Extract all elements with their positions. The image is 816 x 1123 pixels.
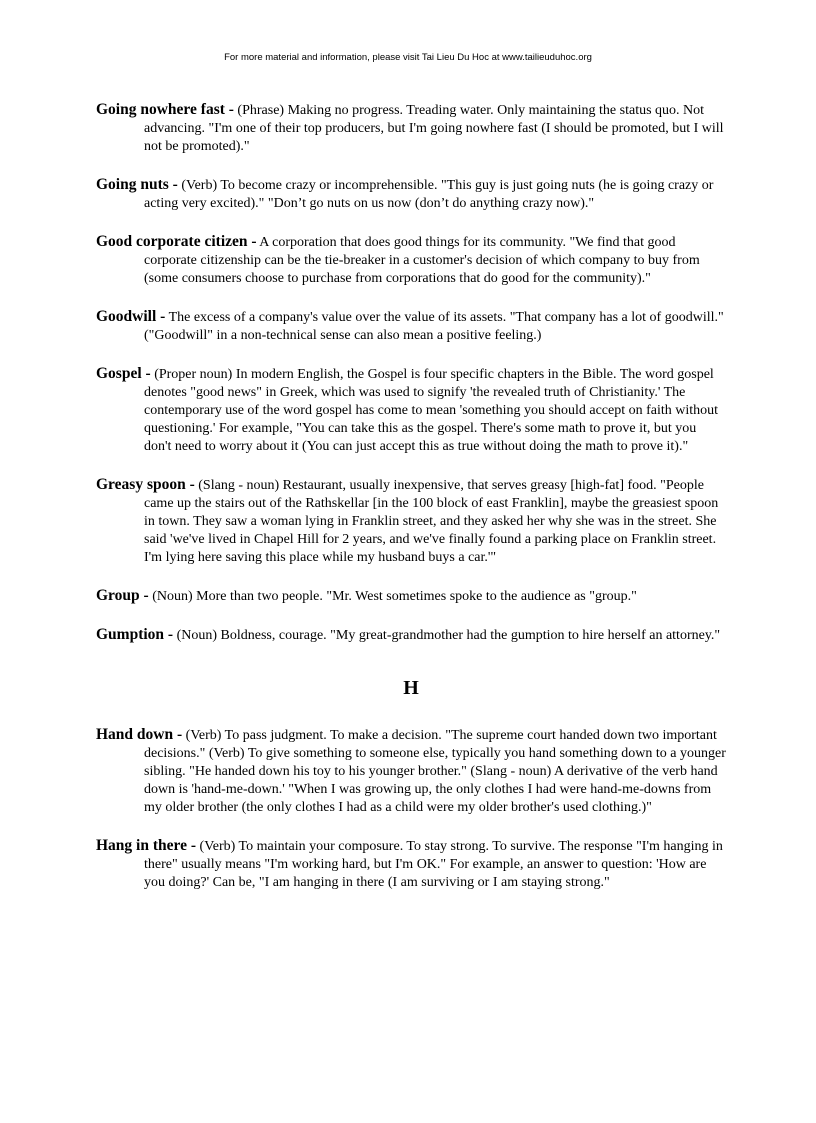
section-letter-heading: H — [403, 677, 419, 699]
glossary-entry — [96, 587, 726, 606]
entry-definition: The excess of a company's value over the value of its assets. "That company has a lot of goodwill." ("Goodwill" in a non-technical sense can also mean a positive feeling.) — [144, 310, 724, 343]
glossary-content — [96, 101, 726, 912]
entry-definition: (Noun) Boldness, courage. "My great-grandmother had the gumption to hire herself an attorney." — [173, 628, 721, 643]
entry-term: Goodwill - — [96, 308, 166, 325]
glossary-entry — [96, 837, 726, 892]
entry-term: Hang in there - — [96, 837, 197, 854]
glossary-entry — [96, 308, 726, 345]
glossary-entry — [96, 626, 726, 645]
entry-definition: (Verb) To become crazy or incomprehensible. "This guy is just going nuts (he is going crazy or acting very excited)." "Don’t go nuts on us now (don’t do anything crazy now)." — [144, 178, 714, 211]
entry-term: Going nowhere fast - — [96, 101, 234, 118]
glossary-entry — [96, 365, 726, 456]
entry-definition: A corporation that does good things for its community. "We find that good corporate citizenship can be the tie-breaker in a customer's decision of which company to buy from (some consumers choose to purchase from corporations that do good for the community)." — [144, 235, 700, 286]
page-header: For more material and information, please visit Tai Lieu Du Hoc at www.tailieuduhoc.org — [224, 52, 592, 63]
glossary-entry — [96, 233, 726, 288]
glossary-entry — [96, 101, 726, 156]
entry-definition: (Phrase) Making no progress. Treading water. Only maintaining the status quo. Not advancing. "I'm one of their top producers, but I'm going nowhere fast (I should be promoted, but I will not be promoted)." — [144, 103, 724, 154]
entry-term: Good corporate citizen - — [96, 233, 257, 250]
entry-term: Going nuts - — [96, 176, 178, 193]
entry-definition: (Verb) To maintain your composure. To stay strong. To survive. The response "I'm hanging in there" usually means "I'm working hard, but I'm OK." For example, an answer to question: 'How are you doing?' Can be, "I am hanging in there (I am surviving or I am staying strong." — [144, 839, 723, 890]
glossary-entry — [96, 176, 726, 213]
entry-term: Group - — [96, 587, 149, 604]
entry-definition: (Verb) To pass judgment. To make a decision. "The supreme court handed down two important decisions." (Verb) To give something to someone else, typically you hand something down to a younger sibling. "He handed down his toy to his younger brother." (Slang - noun) A derivative of the verb hand down is 'hand-me-down.' "When I was growing up, the only clothes I had were hand-me-downs from my older brother (the only clothes I had as a child were my older brother's used clothing.)" — [144, 728, 726, 815]
glossary-entry — [96, 726, 726, 817]
entry-definition: (Slang - noun) Restaurant, usually inexpensive, that serves greasy [high-fat] food. "People came up the stairs out of the Rathskellar [in the 100 block of east Franklin], maybe the greasiest spoon in town. They saw a woman lying in Franklin street, and they asked her why she was in the street. She said 'we've lived in Chapel Hill for 2 years, and we've finally found a parking place on Franklin street. I'm lying here saving this place while my husband buys a car.'" — [144, 478, 719, 565]
entry-term: Greasy spoon - — [96, 476, 195, 493]
entry-term: Hand down - — [96, 726, 183, 743]
entry-definition: (Noun) More than two people. "Mr. West sometimes spoke to the audience as "group." — [148, 589, 637, 604]
entry-definition: (Proper noun) In modern English, the Gospel is four specific chapters in the Bible. The word gospel denotes "good news" in Greek, which was used to signify 'the revealed truth of Christianity.' The contemporary use of the word gospel has come to mean 'something you should accept on faith without questioning.' For example, "You can take this as the gospel. There's some math to prove it, but you don't need to worry about it (You can just accept this as true without doing the math to prove it)." — [144, 367, 719, 454]
glossary-entry — [96, 476, 726, 567]
entry-term: Gumption - — [96, 626, 174, 643]
entry-term: Gospel - — [96, 365, 151, 382]
